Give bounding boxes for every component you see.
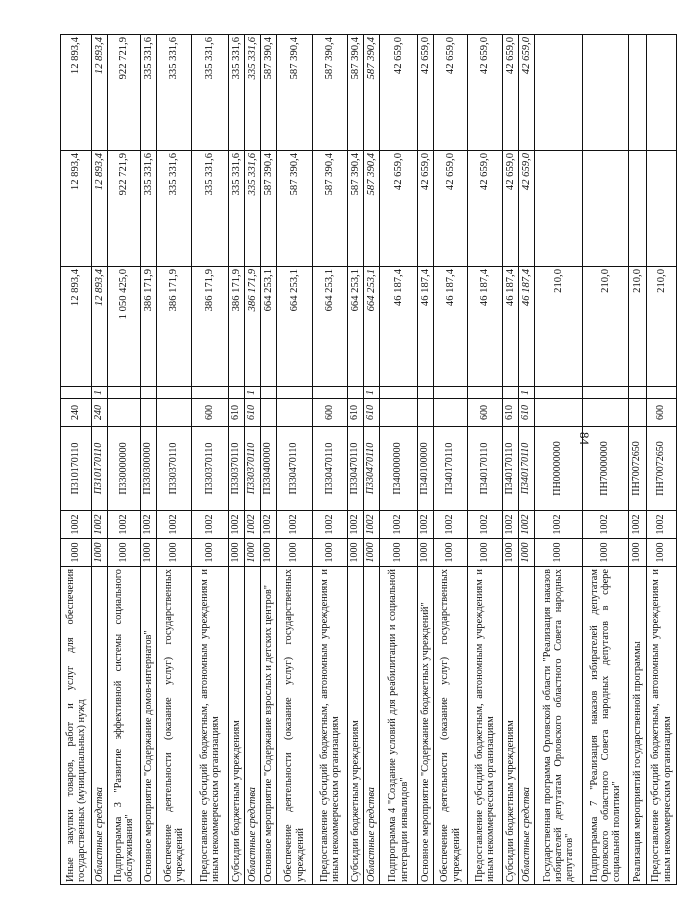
row-value-3: 42 659,0 xyxy=(434,35,468,151)
budget-table-body xyxy=(61,35,677,885)
row-expense-type xyxy=(629,399,647,427)
row-value-1: 664 253,1 xyxy=(313,267,348,387)
row-name: Субсидии бюджетным учреждениям xyxy=(229,567,245,885)
row-source-mark xyxy=(157,387,192,399)
row-target-code: П330470110 xyxy=(277,427,313,511)
row-value-2: 12 893,4 xyxy=(61,151,92,267)
row-subsection: 1002 xyxy=(503,511,519,539)
table-row xyxy=(92,35,108,885)
table-row xyxy=(583,35,629,885)
row-value-3: 922 721,9 xyxy=(108,35,141,151)
row-subsection: 1002 xyxy=(629,511,647,539)
table-row xyxy=(108,35,141,885)
row-value-3: 335 331,6 xyxy=(245,35,261,151)
row-source-mark xyxy=(313,387,348,399)
row-value-2: 42 659,0 xyxy=(519,151,535,267)
table-row xyxy=(229,35,245,885)
row-source-mark xyxy=(583,387,629,399)
row-value-2 xyxy=(535,151,583,267)
row-expense-type: 600 xyxy=(468,399,503,427)
row-expense-type: 600 xyxy=(192,399,229,427)
row-value-3: 42 659,0 xyxy=(519,35,535,151)
row-value-1: 46 187,4 xyxy=(418,267,434,387)
table-row xyxy=(503,35,519,885)
row-subsection: 1002 xyxy=(261,511,277,539)
row-source-mark: 1 xyxy=(245,387,261,399)
row-section: 1000 xyxy=(503,539,519,567)
row-value-2: 42 659,0 xyxy=(434,151,468,267)
row-value-2 xyxy=(583,151,629,267)
row-value-2: 42 659,0 xyxy=(418,151,434,267)
row-target-code: П330370110 xyxy=(157,427,192,511)
row-value-3: 335 331,6 xyxy=(141,35,157,151)
row-value-1: 12 893,4 xyxy=(92,267,108,387)
row-subsection: 1002 xyxy=(647,511,677,539)
row-name: Предоставление субсидий бюджетным, автономным учреждениям и иным некоммерческим организациям xyxy=(647,567,677,885)
table-row xyxy=(629,35,647,885)
row-section: 1000 xyxy=(468,539,503,567)
row-source-mark xyxy=(629,387,647,399)
row-expense-type xyxy=(108,399,141,427)
row-expense-type xyxy=(535,399,583,427)
row-target-code: ПН70000000 xyxy=(583,427,629,511)
row-expense-type: 610 xyxy=(245,399,261,427)
row-source-mark xyxy=(229,387,245,399)
row-value-1: 46 187,4 xyxy=(519,267,535,387)
row-value-1: 664 253,1 xyxy=(277,267,313,387)
row-expense-type: 610 xyxy=(364,399,380,427)
row-target-code: П330370110 xyxy=(229,427,245,511)
row-name: Обеспечение деятельности (оказание услуг) государственных учреждений xyxy=(157,567,192,885)
row-name: Областные средства xyxy=(92,567,108,885)
row-value-2: 335 331,6 xyxy=(192,151,229,267)
row-target-code: П330370110 xyxy=(192,427,229,511)
row-subsection: 1002 xyxy=(108,511,141,539)
row-name: Предоставление субсидий бюджетным, автономным учреждениям и иным некоммерческим организациям xyxy=(192,567,229,885)
row-source-mark: 1 xyxy=(519,387,535,399)
table-row xyxy=(261,35,277,885)
row-subsection: 1002 xyxy=(418,511,434,539)
row-section: 1000 xyxy=(348,539,364,567)
row-expense-type: 610 xyxy=(503,399,519,427)
table-row xyxy=(313,35,348,885)
table-row xyxy=(192,35,229,885)
row-section: 1000 xyxy=(277,539,313,567)
row-subsection: 1002 xyxy=(61,511,92,539)
row-value-3: 42 659,0 xyxy=(503,35,519,151)
page-number: 84 xyxy=(577,432,592,445)
row-name: Областные средства xyxy=(364,567,380,885)
row-section: 1000 xyxy=(434,539,468,567)
row-target-code: П330370110 xyxy=(245,427,261,511)
row-section: 1000 xyxy=(261,539,277,567)
row-subsection: 1002 xyxy=(277,511,313,539)
row-value-1: 386 171,9 xyxy=(157,267,192,387)
table-row xyxy=(364,35,380,885)
row-name: Предоставление субсидий бюджетным, автономным учреждениям и иным некоммерческим организациям xyxy=(313,567,348,885)
row-section: 1000 xyxy=(380,539,418,567)
row-value-3 xyxy=(535,35,583,151)
row-section: 1000 xyxy=(364,539,380,567)
row-value-2: 587 390,4 xyxy=(277,151,313,267)
table-row xyxy=(380,35,418,885)
row-value-2: 922 721,9 xyxy=(108,151,141,267)
row-subsection: 1002 xyxy=(92,511,108,539)
row-value-1: 386 171,9 xyxy=(245,267,261,387)
row-source-mark xyxy=(277,387,313,399)
row-section: 1000 xyxy=(229,539,245,567)
row-source-mark xyxy=(348,387,364,399)
row-name: Подпрограмма 3 "Развитие эффективной системы социального обслуживания" xyxy=(108,567,141,885)
table-row xyxy=(468,35,503,885)
row-section: 1000 xyxy=(583,539,629,567)
budget-table-rotated xyxy=(60,35,673,885)
table-row xyxy=(141,35,157,885)
row-value-2: 335 331,6 xyxy=(157,151,192,267)
row-value-1: 386 171,9 xyxy=(229,267,245,387)
row-expense-type xyxy=(277,399,313,427)
table-row xyxy=(61,35,92,885)
table-row xyxy=(434,35,468,885)
row-value-1: 46 187,4 xyxy=(434,267,468,387)
row-value-3: 42 659,0 xyxy=(418,35,434,151)
row-name: Основное мероприятие "Содержание взрослых и детских центров" xyxy=(261,567,277,885)
table-row xyxy=(157,35,192,885)
row-source-mark xyxy=(434,387,468,399)
row-section: 1000 xyxy=(92,539,108,567)
row-value-1: 386 171,9 xyxy=(141,267,157,387)
row-name: Реализация мероприятий государственной программы xyxy=(629,567,647,885)
row-value-1: 386 171,9 xyxy=(192,267,229,387)
row-value-2 xyxy=(647,151,677,267)
row-subsection: 1002 xyxy=(519,511,535,539)
table-row xyxy=(245,35,261,885)
table-row xyxy=(418,35,434,885)
row-value-1: 12 893,4 xyxy=(61,267,92,387)
row-name: Основное мероприятие "Содержание бюджетных учреждений" xyxy=(418,567,434,885)
row-source-mark xyxy=(647,387,677,399)
row-target-code: П330300000 xyxy=(141,427,157,511)
row-value-2: 587 390,4 xyxy=(364,151,380,267)
row-source-mark xyxy=(108,387,141,399)
table-row xyxy=(535,35,583,885)
row-source-mark xyxy=(261,387,277,399)
row-subsection: 1002 xyxy=(348,511,364,539)
row-expense-type xyxy=(418,399,434,427)
row-section: 1000 xyxy=(245,539,261,567)
row-name: Субсидии бюджетным учреждениям xyxy=(503,567,519,885)
row-subsection: 1002 xyxy=(583,511,629,539)
row-value-3: 42 659,0 xyxy=(380,35,418,151)
row-expense-type: 600 xyxy=(313,399,348,427)
row-subsection: 1002 xyxy=(364,511,380,539)
row-value-3 xyxy=(647,35,677,151)
row-name: Подпрограмма 7 "Реализация наказов избирателей депутатам Орловского областного Совета народных депутатов в сфере социальной политики" xyxy=(583,567,629,885)
row-target-code: П340000000 xyxy=(380,427,418,511)
row-name: Основное мероприятие "Содержание домов-интернатов" xyxy=(141,567,157,885)
row-source-mark xyxy=(141,387,157,399)
row-source-mark xyxy=(535,387,583,399)
row-value-3: 587 390,4 xyxy=(277,35,313,151)
row-value-2: 42 659,0 xyxy=(503,151,519,267)
row-expense-type xyxy=(141,399,157,427)
row-value-3 xyxy=(583,35,629,151)
row-name: Областные средства xyxy=(519,567,535,885)
row-value-2: 42 659,0 xyxy=(380,151,418,267)
row-subsection: 1002 xyxy=(380,511,418,539)
row-value-3: 587 390,4 xyxy=(364,35,380,151)
row-section: 1000 xyxy=(141,539,157,567)
row-target-code: П330000000 xyxy=(108,427,141,511)
row-subsection: 1002 xyxy=(157,511,192,539)
row-expense-type xyxy=(380,399,418,427)
row-name: Иные закупки товаров, работ и услуг для обеспечения государственных (муниципальных) нужд xyxy=(61,567,92,885)
row-source-mark xyxy=(61,387,92,399)
row-target-code: П340170110 xyxy=(468,427,503,511)
row-section: 1000 xyxy=(313,539,348,567)
row-value-1: 210,0 xyxy=(535,267,583,387)
row-value-2: 587 390,4 xyxy=(261,151,277,267)
row-source-mark: 1 xyxy=(92,387,108,399)
row-target-code: П330470110 xyxy=(364,427,380,511)
row-value-1: 46 187,4 xyxy=(503,267,519,387)
row-value-3: 335 331,6 xyxy=(157,35,192,151)
row-value-2: 587 390,4 xyxy=(313,151,348,267)
row-value-3: 42 659,0 xyxy=(468,35,503,151)
row-target-code: П330470110 xyxy=(313,427,348,511)
row-target-code: П340170110 xyxy=(434,427,468,511)
row-subsection: 1002 xyxy=(468,511,503,539)
row-subsection: 1002 xyxy=(434,511,468,539)
row-expense-type: 610 xyxy=(229,399,245,427)
row-name: Областные средства xyxy=(245,567,261,885)
row-value-2: 335 331,6 xyxy=(245,151,261,267)
row-target-code: П310170110 xyxy=(92,427,108,511)
row-value-3: 12 893,4 xyxy=(92,35,108,151)
row-target-code: ПН70072650 xyxy=(647,427,677,511)
row-section: 1000 xyxy=(535,539,583,567)
table-row xyxy=(277,35,313,885)
row-section: 1000 xyxy=(647,539,677,567)
row-section: 1000 xyxy=(418,539,434,567)
row-section: 1000 xyxy=(519,539,535,567)
row-section: 1000 xyxy=(61,539,92,567)
row-source-mark xyxy=(418,387,434,399)
row-subsection: 1002 xyxy=(229,511,245,539)
row-value-1: 1 050 425,0 xyxy=(108,267,141,387)
row-value-3: 587 390,4 xyxy=(261,35,277,151)
row-expense-type: 600 xyxy=(647,399,677,427)
budget-table xyxy=(60,34,677,885)
row-value-2: 12 893,4 xyxy=(92,151,108,267)
row-section: 1000 xyxy=(192,539,229,567)
table-row xyxy=(519,35,535,885)
row-expense-type xyxy=(157,399,192,427)
row-value-1: 46 187,4 xyxy=(468,267,503,387)
row-expense-type xyxy=(434,399,468,427)
row-source-mark xyxy=(503,387,519,399)
row-value-2: 335 331,6 xyxy=(141,151,157,267)
row-target-code: П340170110 xyxy=(519,427,535,511)
row-value-2: 587 390,4 xyxy=(348,151,364,267)
row-subsection: 1002 xyxy=(535,511,583,539)
row-expense-type: 240 xyxy=(92,399,108,427)
row-value-1: 664 253,1 xyxy=(261,267,277,387)
row-name: Предоставление субсидий бюджетным, автономным учреждениям и иным некоммерческим организациям xyxy=(468,567,503,885)
row-name: Обеспечение деятельности (оказание услуг) государственных учреждений xyxy=(277,567,313,885)
row-value-1: 210,0 xyxy=(647,267,677,387)
row-target-code: ПН00000000 xyxy=(535,427,583,511)
row-value-2: 335 331,6 xyxy=(229,151,245,267)
row-value-3: 12 893,4 xyxy=(61,35,92,151)
row-value-3: 587 390,4 xyxy=(348,35,364,151)
row-value-1: 664 253,1 xyxy=(364,267,380,387)
row-section: 1000 xyxy=(629,539,647,567)
row-subsection: 1002 xyxy=(313,511,348,539)
row-value-2: 42 659,0 xyxy=(468,151,503,267)
row-source-mark xyxy=(192,387,229,399)
row-value-1: 210,0 xyxy=(629,267,647,387)
row-subsection: 1002 xyxy=(245,511,261,539)
row-expense-type: 610 xyxy=(519,399,535,427)
row-expense-type: 610 xyxy=(348,399,364,427)
row-target-code: П330470110 xyxy=(348,427,364,511)
row-source-mark: 1 xyxy=(364,387,380,399)
row-section: 1000 xyxy=(108,539,141,567)
row-expense-type: 240 xyxy=(61,399,92,427)
row-name: Подпрограмма 4 "Создание условий для реабилитации и социальной интеграции инвалидов" xyxy=(380,567,418,885)
row-expense-type xyxy=(261,399,277,427)
row-value-1: 46 187,4 xyxy=(380,267,418,387)
row-subsection: 1002 xyxy=(192,511,229,539)
row-source-mark xyxy=(468,387,503,399)
row-name: Субсидии бюджетным учреждениям xyxy=(348,567,364,885)
row-name: Обеспечение деятельности (оказание услуг) государственных учреждений xyxy=(434,567,468,885)
row-target-code: П340170110 xyxy=(503,427,519,511)
table-row xyxy=(647,35,677,885)
table-row xyxy=(348,35,364,885)
row-value-1: 664 253,1 xyxy=(348,267,364,387)
row-value-3: 587 390,4 xyxy=(313,35,348,151)
row-section: 1000 xyxy=(157,539,192,567)
row-value-1: 210,0 xyxy=(583,267,629,387)
row-target-code: П330400000 xyxy=(261,427,277,511)
row-expense-type xyxy=(583,399,629,427)
row-target-code: П310170110 xyxy=(61,427,92,511)
row-target-code: П340100000 xyxy=(418,427,434,511)
row-name: Государственная программа Орловской области "Реализация наказов избирателей депутатам Орловского областного Совета народных депутатов" xyxy=(535,567,583,885)
row-source-mark xyxy=(380,387,418,399)
row-value-3 xyxy=(629,35,647,151)
row-value-3: 335 331,6 xyxy=(229,35,245,151)
row-value-3: 335 331,6 xyxy=(192,35,229,151)
row-target-code: ПН70072650 xyxy=(629,427,647,511)
row-subsection: 1002 xyxy=(141,511,157,539)
row-value-2 xyxy=(629,151,647,267)
